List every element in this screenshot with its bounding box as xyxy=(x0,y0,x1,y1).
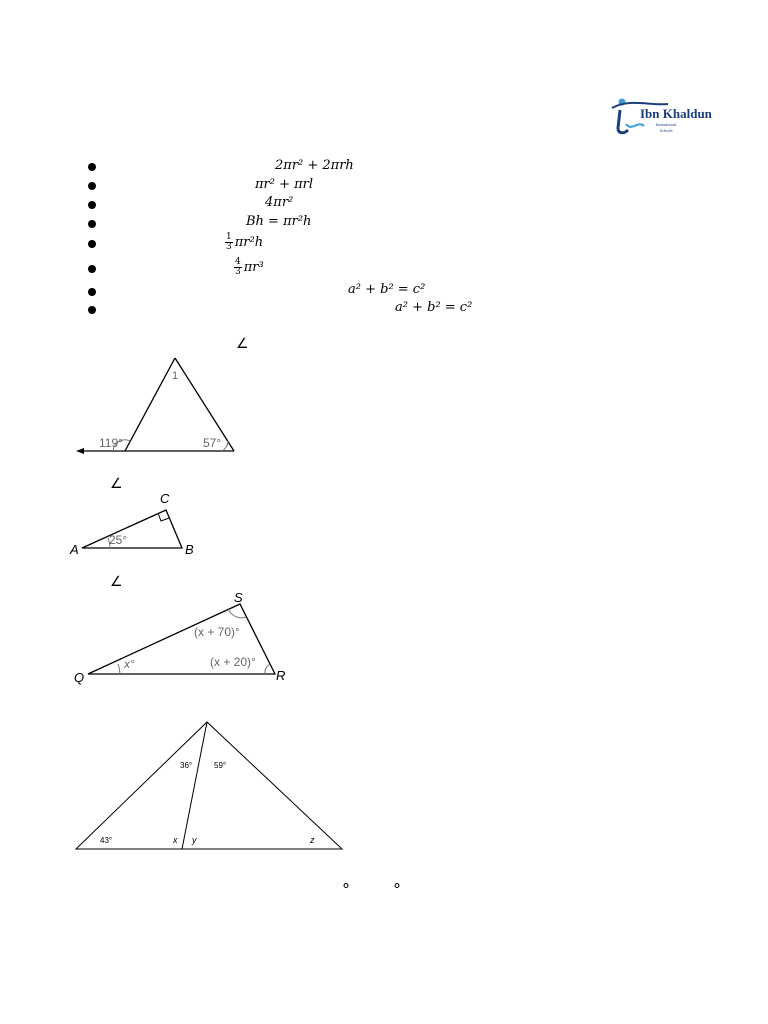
bullet xyxy=(88,182,96,190)
formula-pythagorean-converse: a² + b² = c² xyxy=(395,300,473,315)
angle-q-label: x° xyxy=(124,657,135,671)
fraction: $\frac{1}{3}$ xyxy=(226,232,232,252)
vertex-angle-label: 1 xyxy=(172,370,179,382)
bullet xyxy=(88,240,96,248)
degree-mark: ° xyxy=(393,880,401,899)
cevian xyxy=(182,722,207,849)
angle-top-right-label: 59° xyxy=(214,761,227,770)
logo-letter-i xyxy=(618,110,628,133)
formula-cylinder-volume: Bh = πr²h xyxy=(246,214,312,229)
label-s: S xyxy=(234,590,243,605)
left-side xyxy=(125,358,175,451)
exterior-angle-label: 119° xyxy=(99,436,123,450)
base-angle-arc xyxy=(222,441,228,451)
angle-left-label: 43° xyxy=(100,836,113,845)
label-y: y xyxy=(192,835,197,845)
bullet xyxy=(88,265,96,273)
label-z: z xyxy=(310,835,315,845)
logo-name: Ibn Khaldun xyxy=(640,106,712,121)
angle-a-label: 25° xyxy=(109,533,128,547)
bullet xyxy=(88,201,96,209)
school-logo xyxy=(610,96,720,138)
angle-symbol: ∠ xyxy=(110,574,123,590)
bullet xyxy=(88,220,96,228)
figure-exterior-angle-triangle xyxy=(70,350,250,465)
bullet xyxy=(88,306,96,314)
formula-cone-volume: $\frac{1}{3}$ πr²h xyxy=(226,232,264,252)
arrow-head xyxy=(76,448,84,454)
logo-subtitle-2: Schools xyxy=(660,128,673,133)
large-triangle xyxy=(76,722,342,849)
figure-triangle-qrs xyxy=(70,588,300,688)
formula-pythagorean: a² + b² = c² xyxy=(348,282,426,297)
angle-symbol: ∠ xyxy=(236,336,249,352)
formula-cylinder-surface: 2πr² + 2πrh xyxy=(275,158,354,173)
logo-subtitle-1: International xyxy=(656,122,677,127)
formula-cone-surface: πr² + πrl xyxy=(255,177,314,192)
angle-s-label: (x + 70)° xyxy=(194,625,240,639)
formula-sphere-surface: 4πr² xyxy=(265,195,294,210)
angle-symbol: ∠ xyxy=(110,476,123,492)
label-a: A xyxy=(70,542,79,557)
degree-mark: ° xyxy=(342,880,350,899)
formula-sphere-volume: $\frac{4}{3}$ πr³ xyxy=(235,257,264,277)
bullet xyxy=(88,288,96,296)
fraction: $\frac{4}{3}$ xyxy=(235,257,241,277)
label-x: x xyxy=(173,835,178,845)
triangle-abc xyxy=(82,510,182,548)
angle-r-label: (x + 20)° xyxy=(210,655,256,669)
base-angle-label: 57° xyxy=(203,436,222,450)
angle-r-arc xyxy=(265,664,270,674)
bullet xyxy=(88,163,96,171)
figure-triangle-with-cevian xyxy=(70,716,350,856)
angle-top-left-label: 36° xyxy=(180,761,193,770)
figure-right-triangle-abc xyxy=(66,488,206,560)
label-c: C xyxy=(160,491,170,506)
label-r: R xyxy=(276,668,286,683)
angle-q-arc xyxy=(118,664,120,674)
logo-wave xyxy=(626,124,644,127)
label-q: Q xyxy=(74,670,85,685)
label-b: B xyxy=(185,542,194,557)
